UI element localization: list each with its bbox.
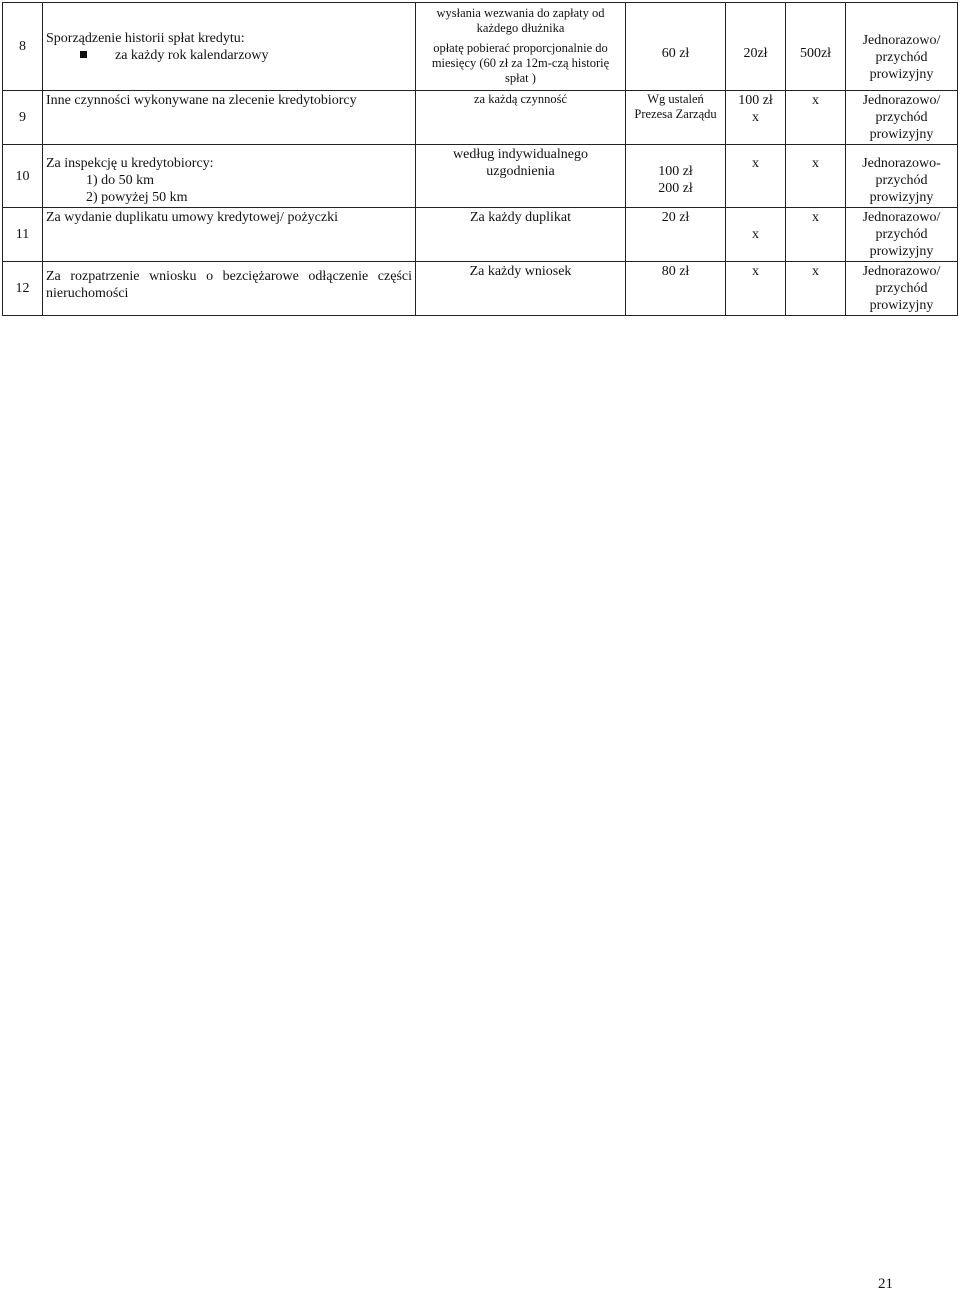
charge-mode: Jednorazowo/ przychód prowizyjny [846,208,958,262]
fee-basis: Za każdy wniosek [416,262,626,316]
bullet-icon [80,51,87,58]
fee-table [2,2,958,316]
service-title: Za wydanie duplikatu umowy kredytowej/ pożyczki [43,208,416,262]
row-number: 9 [3,91,43,145]
fee-min: x [726,208,786,262]
fee-rate: 60 zł [626,3,726,91]
row-number: 10 [3,145,43,208]
fee-rate: 80 zł [626,262,726,316]
charge-mode: Jednorazowo/ przychód prowizyjny [846,262,958,316]
fee-basis [416,3,626,91]
table-row [3,208,958,262]
service-subitem: 1) do 50 km [86,173,155,188]
table-row [3,262,958,316]
row-number: 11 [3,208,43,262]
fee-rate: 20 zł [626,208,726,262]
service-title: Za inspekcję u kredytobiorcy: [46,156,214,171]
fee-min: x [726,145,786,208]
fee-min-value: 100 zł [738,93,773,108]
fee-rate-value: 100 zł [658,164,693,179]
row-number: 8 [3,3,43,91]
charge-mode: Jednorazowo/ przychód prowizyjny [846,91,958,145]
fee-basis: za każdą czynność [416,91,626,145]
fee-min [726,91,786,145]
service-title: Za rozpatrzenie wniosku o bezciężarowe odłączenie części nieruchomości [43,262,416,316]
fee-rate: Wg ustaleń Prezesa Zarządu [626,91,726,145]
table-row [3,145,958,208]
fee-basis-text: opłatę pobierać proporcjonalnie do miesięcy (60 zł za 12m-czą historię spłat ) [431,41,610,85]
table-row [3,3,958,91]
service-description [43,3,416,91]
fee-max: 500zł [786,3,846,91]
page-number: 21 [878,1276,893,1292]
service-title: Inne czynności wykonywane na zlecenie kredytobiorcy [43,91,416,145]
table-row [3,91,958,145]
fee-max: x [786,145,846,208]
fee-rate-value: 200 zł [658,181,693,196]
fee-basis: Za każdy duplikat [416,208,626,262]
charge-mode: Jednorazowo- przychód prowizyjny [846,145,958,208]
row-number: 12 [3,262,43,316]
fee-min: x [726,262,786,316]
fee-min: 20zł [726,3,786,91]
fee-max: x [786,262,846,316]
fee-basis-prefix: wysłania wezwania do zapłaty od każdego dłużnika [436,6,605,35]
fee-min-marker: x [752,110,759,125]
fee-max: x [786,91,846,145]
fee-rate [626,145,726,208]
fee-basis: według indywidualnego uzgodnienia [416,145,626,208]
service-subitem: za każdy rok kalendarzowy [115,47,269,63]
service-description [43,145,416,208]
fee-max: x [786,208,846,262]
service-title: Sporządzenie historii spłat kredytu: [46,30,245,46]
service-subitem: 2) powyżej 50 km [86,190,188,205]
charge-mode: Jednorazowo/ przychód prowizyjny [846,3,958,91]
